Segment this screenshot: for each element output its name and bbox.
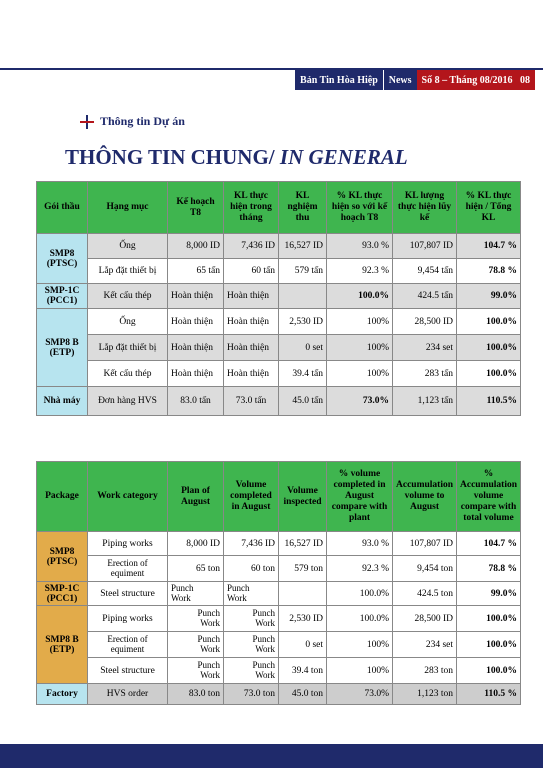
newsletter-header bbox=[295, 70, 535, 90]
table-cell: 93.0 % bbox=[327, 234, 393, 259]
table-cell: 8,000 ID bbox=[168, 234, 224, 259]
punch-work-cell bbox=[168, 632, 224, 658]
table-cell: 78.8 % bbox=[457, 259, 521, 284]
package-cell: SMP-1C (PCC1) bbox=[37, 284, 88, 309]
table-cell: 93.0 % bbox=[327, 532, 393, 556]
table-cell: 73.0% bbox=[327, 684, 393, 705]
table-row bbox=[37, 284, 521, 309]
table-cell: 100% bbox=[327, 658, 393, 684]
table-cell: Đơn hàng HVS bbox=[88, 387, 168, 416]
table-row bbox=[37, 259, 521, 284]
table-cell: 424.5 ton bbox=[393, 582, 457, 606]
en-progress-table bbox=[36, 461, 521, 705]
table-cell: 9,454 tấn bbox=[393, 259, 457, 284]
table-cell: 283 ton bbox=[393, 658, 457, 684]
table-cell: 99.0% bbox=[457, 284, 521, 309]
table-cell: 2,530 ID bbox=[279, 606, 327, 632]
table-cell: 65 ton bbox=[168, 556, 224, 582]
table-cell: 100.0% bbox=[457, 309, 521, 335]
table-cell: 283 tấn bbox=[393, 361, 457, 387]
table-cell: 579 tấn bbox=[279, 259, 327, 284]
table-cell: 7,436 ID bbox=[224, 234, 279, 259]
table-cell: 83.0 ton bbox=[168, 684, 224, 705]
punch-word: Punch bbox=[171, 583, 194, 594]
table-cell: Hoàn thiện bbox=[224, 309, 279, 335]
col-header: KL nghiệm thu bbox=[279, 182, 327, 234]
col-header: Gói thầu bbox=[37, 182, 88, 234]
table-row bbox=[37, 556, 521, 582]
col-header: % volume completed in August compare with plant bbox=[327, 462, 393, 532]
table-cell bbox=[279, 582, 327, 606]
table-cell: 7,436 ID bbox=[224, 532, 279, 556]
page-number: 08 bbox=[520, 74, 530, 86]
footer-bar bbox=[0, 744, 543, 768]
table-cell: 45.0 ton bbox=[279, 684, 327, 705]
table-cell: 60 ton bbox=[224, 556, 279, 582]
package-cell: SMP8 (PTSC) bbox=[37, 532, 88, 582]
table-cell: 107,807 ID bbox=[393, 234, 457, 259]
col-header: KL lượng thực hiện lũy kế bbox=[393, 182, 457, 234]
table-cell: 0 set bbox=[279, 632, 327, 658]
table-cell: 100% bbox=[327, 361, 393, 387]
table-row bbox=[37, 582, 521, 606]
table-header-row bbox=[37, 462, 521, 532]
col-header: % Accumulation volume compare with total volume bbox=[457, 462, 521, 532]
table-row bbox=[37, 234, 521, 259]
punch-work-cell bbox=[224, 582, 279, 606]
table-cell: Hoàn thiện bbox=[168, 361, 224, 387]
title-main: THÔNG TIN CHUNG/ bbox=[65, 145, 280, 169]
col-header: Package bbox=[37, 462, 88, 532]
table-cell: Steel structure bbox=[88, 582, 168, 606]
work-word: Work bbox=[200, 643, 220, 654]
section-label-text: Thông tin Dự án bbox=[100, 114, 185, 128]
table-cell: 100% bbox=[327, 632, 393, 658]
table-cell: 78.8 % bbox=[457, 556, 521, 582]
work-word: Work bbox=[200, 669, 220, 680]
table-cell bbox=[279, 284, 327, 309]
table-cell: 28,500 ID bbox=[393, 309, 457, 335]
issue-label bbox=[417, 70, 535, 90]
issue-number: Số 8 – Tháng 08/2016 bbox=[421, 74, 513, 86]
table-cell: Hoàn thiện bbox=[168, 335, 224, 361]
table-cell: 100% bbox=[327, 335, 393, 361]
table-cell: Ống bbox=[88, 234, 168, 259]
work-word: Work bbox=[200, 617, 220, 628]
punch-work-cell bbox=[224, 606, 279, 632]
table-cell: 73.0 ton bbox=[224, 684, 279, 705]
work-word: Work bbox=[255, 617, 275, 628]
table-cell: 100% bbox=[327, 309, 393, 335]
punch-work-cell bbox=[168, 582, 224, 606]
table-cell: 16,527 ID bbox=[279, 532, 327, 556]
table-cell: 1,123 tấn bbox=[393, 387, 457, 416]
table-row bbox=[37, 684, 521, 705]
table-cell: Hoàn thiện bbox=[224, 284, 279, 309]
table-cell: 92.3 % bbox=[327, 259, 393, 284]
table-cell: 110.5 % bbox=[457, 684, 521, 705]
table-row bbox=[37, 632, 521, 658]
table-cell: 100.0% bbox=[457, 361, 521, 387]
table-cell: Piping works bbox=[88, 606, 168, 632]
table-cell: 39.4 tấn bbox=[279, 361, 327, 387]
col-header: % KL thực hiện so với kế hoạch T8 bbox=[327, 182, 393, 234]
col-header: Work category bbox=[88, 462, 168, 532]
table-cell: 100.0% bbox=[457, 658, 521, 684]
punch-work-cell bbox=[168, 658, 224, 684]
col-header: Plan of August bbox=[168, 462, 224, 532]
package-cell: SMP8 B (ETP) bbox=[37, 606, 88, 684]
table-cell: Hoàn thiện bbox=[168, 309, 224, 335]
table-cell: 45.0 tấn bbox=[279, 387, 327, 416]
work-word: Work bbox=[255, 669, 275, 680]
table-cell: 100.0% bbox=[457, 632, 521, 658]
table-cell: Kết cấu thép bbox=[88, 361, 168, 387]
table-cell: 60 tấn bbox=[224, 259, 279, 284]
work-word: Work bbox=[255, 643, 275, 654]
table-cell: 9,454 ton bbox=[393, 556, 457, 582]
package-cell: SMP-1C (PCC1) bbox=[37, 582, 88, 606]
section-label bbox=[80, 114, 185, 129]
table-row bbox=[37, 658, 521, 684]
col-header: Volume inspected bbox=[279, 462, 327, 532]
table-cell: Kết cấu thép bbox=[88, 284, 168, 309]
table-cell: 28,500 ID bbox=[393, 606, 457, 632]
table-cell: Lắp đặt thiết bị bbox=[88, 259, 168, 284]
table-cell: Steel structure bbox=[88, 658, 168, 684]
page-title bbox=[65, 145, 408, 170]
table-cell: 1,123 ton bbox=[393, 684, 457, 705]
newsletter-news: News bbox=[384, 70, 417, 90]
col-header: Hạng mục bbox=[88, 182, 168, 234]
punch-word: Punch bbox=[197, 608, 220, 619]
table-header-row bbox=[37, 182, 521, 234]
table-cell: 2,530 ID bbox=[279, 309, 327, 335]
col-header: Kế hoạch T8 bbox=[168, 182, 224, 234]
table-cell: 234 set bbox=[393, 335, 457, 361]
table-cell: Hoàn thiện bbox=[224, 361, 279, 387]
table-cell: 73.0 tấn bbox=[224, 387, 279, 416]
table-cell: Piping works bbox=[88, 532, 168, 556]
package-cell: SMP8 (PTSC) bbox=[37, 234, 88, 284]
table-cell: Erection of equiment bbox=[88, 556, 168, 582]
package-cell: Nhà máy bbox=[37, 387, 88, 416]
table-row bbox=[37, 387, 521, 416]
col-header: Volume completed in August bbox=[224, 462, 279, 532]
punch-work-cell bbox=[224, 632, 279, 658]
newsletter-name: Bản Tin Hòa Hiệp bbox=[295, 70, 383, 90]
table-cell: 100.0% bbox=[457, 335, 521, 361]
table-row bbox=[37, 335, 521, 361]
table-cell: 100.0% bbox=[327, 606, 393, 632]
table-row bbox=[37, 361, 521, 387]
table-cell: Ống bbox=[88, 309, 168, 335]
punch-word: Punch bbox=[197, 660, 220, 671]
table-cell: 39.4 ton bbox=[279, 658, 327, 684]
table-cell: Lắp đặt thiết bị bbox=[88, 335, 168, 361]
package-cell: Factory bbox=[37, 684, 88, 705]
col-header: Accumulation volume to August bbox=[393, 462, 457, 532]
punch-word: Punch bbox=[227, 583, 250, 594]
col-header: KL thực hiện trong tháng bbox=[224, 182, 279, 234]
punch-work-cell bbox=[168, 606, 224, 632]
table-cell: Erection of equiment bbox=[88, 632, 168, 658]
punch-work-cell bbox=[224, 658, 279, 684]
table-cell: 100.0% bbox=[327, 284, 393, 309]
table-cell: Hoàn thiện bbox=[224, 335, 279, 361]
table-cell: 73.0% bbox=[327, 387, 393, 416]
table-cell: 100.0% bbox=[327, 582, 393, 606]
table-row bbox=[37, 606, 521, 632]
work-word: Work bbox=[171, 592, 191, 603]
package-cell: SMP8 B (ETP) bbox=[37, 309, 88, 387]
col-header: % KL thực hiện / Tổng KL bbox=[457, 182, 521, 234]
cross-star-icon bbox=[80, 115, 94, 129]
punch-word: Punch bbox=[252, 608, 275, 619]
table-cell: HVS order bbox=[88, 684, 168, 705]
table-cell: 65 tấn bbox=[168, 259, 224, 284]
table-cell: 92.3 % bbox=[327, 556, 393, 582]
table-row bbox=[37, 532, 521, 556]
punch-word: Punch bbox=[252, 660, 275, 671]
table-cell: 579 ton bbox=[279, 556, 327, 582]
table-cell: 107,807 ID bbox=[393, 532, 457, 556]
table-cell: 104.7 % bbox=[457, 234, 521, 259]
table-cell: 100.0% bbox=[457, 606, 521, 632]
table-cell: 99.0% bbox=[457, 582, 521, 606]
table-cell: Hoàn thiện bbox=[168, 284, 224, 309]
table-cell: 8,000 ID bbox=[168, 532, 224, 556]
vn-progress-table bbox=[36, 181, 521, 416]
table-cell: 16,527 ID bbox=[279, 234, 327, 259]
table-cell: 424.5 tấn bbox=[393, 284, 457, 309]
table-cell: 234 set bbox=[393, 632, 457, 658]
table-cell: 104.7 % bbox=[457, 532, 521, 556]
table-row bbox=[37, 309, 521, 335]
punch-word: Punch bbox=[252, 634, 275, 645]
punch-word: Punch bbox=[197, 634, 220, 645]
work-word: Work bbox=[227, 592, 247, 603]
table-cell: 83.0 tấn bbox=[168, 387, 224, 416]
title-italic: IN GENERAL bbox=[279, 145, 408, 169]
table-cell: 110.5% bbox=[457, 387, 521, 416]
table-cell: 0 set bbox=[279, 335, 327, 361]
